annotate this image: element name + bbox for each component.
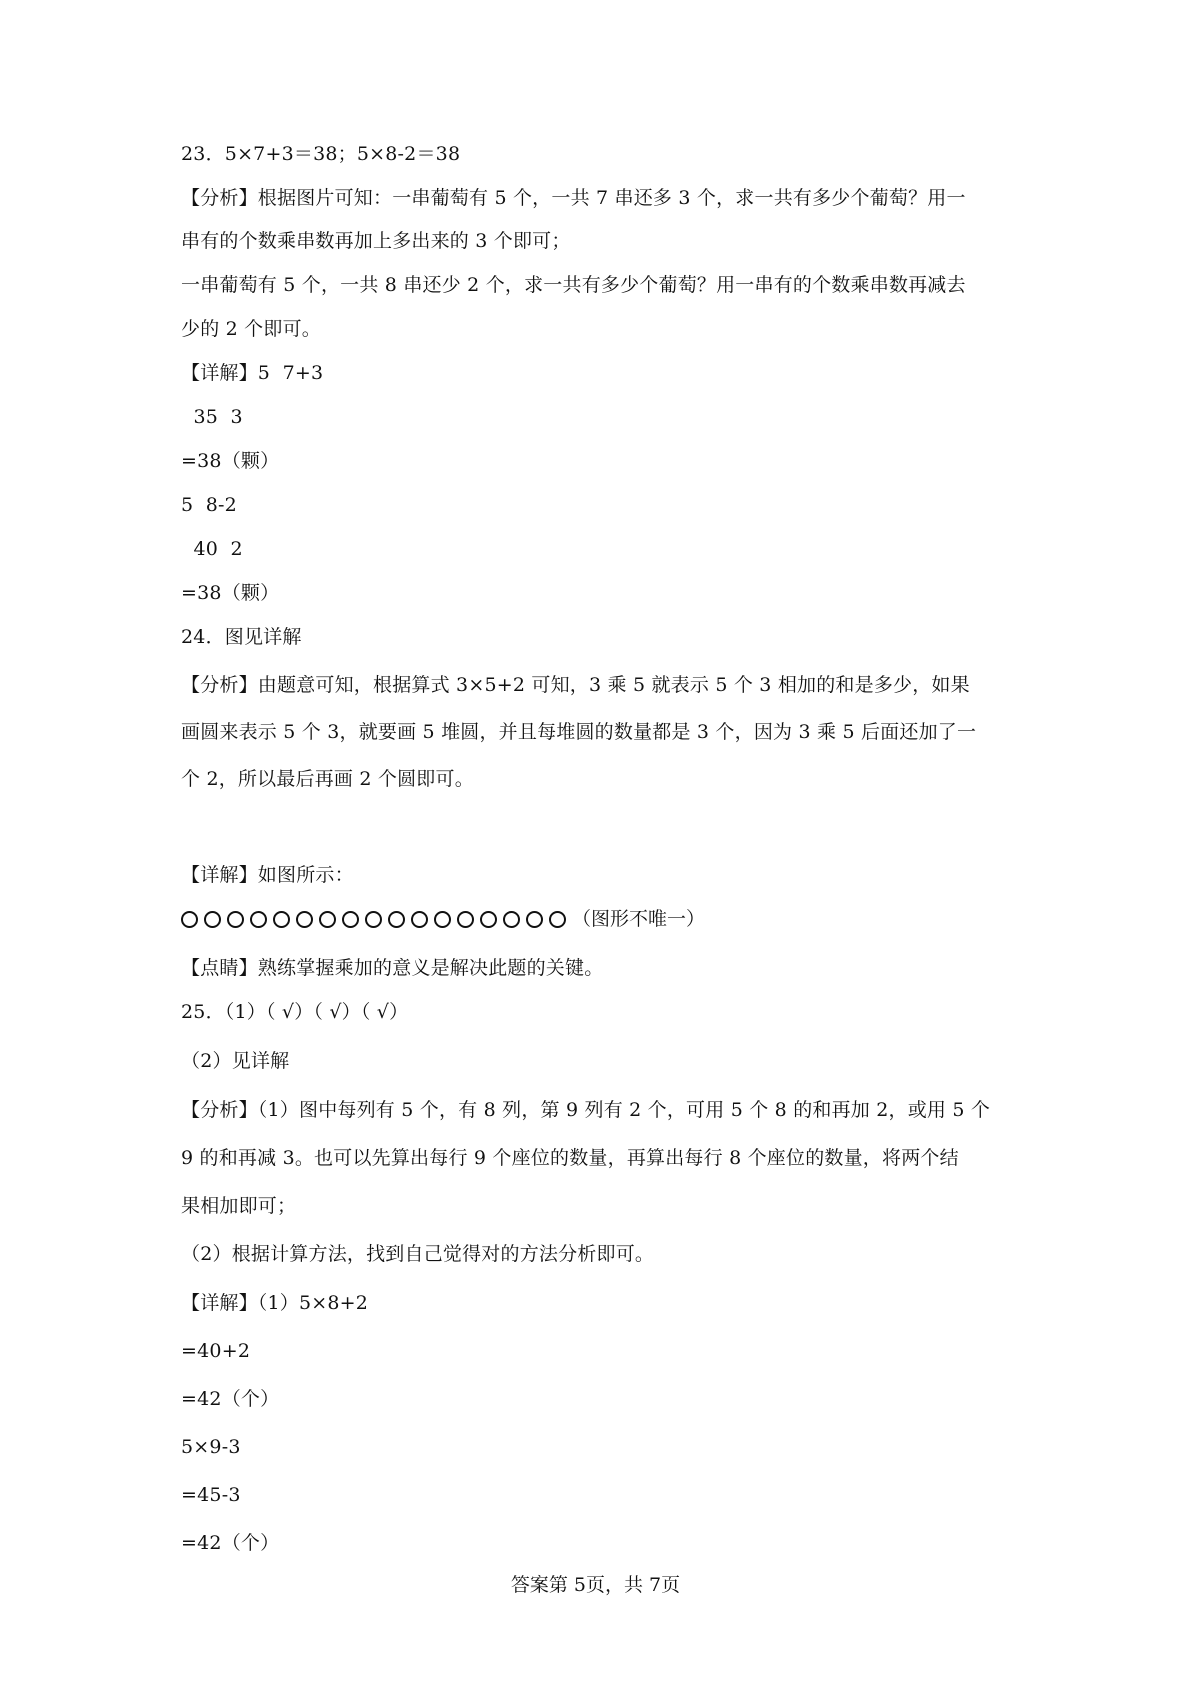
q25-detail-line-5: =45-3	[181, 1484, 241, 1506]
circle-mark	[319, 911, 336, 928]
q23-detail-line-4: 5 8-2	[181, 494, 237, 516]
q24-circle-figure	[181, 906, 705, 932]
circle-mark	[296, 911, 313, 928]
q24-detail-line-1: 【详解】如图所示：	[181, 864, 354, 886]
circle-mark	[250, 911, 267, 928]
q25-analysis-line-1: 【分析】（1）图中每列有 5 个，有 8 列，第 9 列有 2 个，可用 5 个 8 的和再加 2，或用 5 个	[181, 1099, 991, 1121]
q25-analysis-line-4: （2）根据计算方法，找到自己觉得对的方法分析即可。	[181, 1243, 655, 1265]
circle-mark	[434, 911, 451, 928]
circle-mark	[365, 911, 382, 928]
circle-mark	[457, 911, 474, 928]
q25-detail-line-1: 【详解】（1）5×8+2	[181, 1292, 369, 1314]
q23-detail-line-5: 40 2	[181, 538, 243, 560]
q23-detail-line-1: 【详解】5 7+3	[181, 362, 324, 384]
q25-answer-2: （2）见详解	[181, 1050, 290, 1072]
q23-answer: 23．5×7+3＝38；5×8-2＝38	[181, 143, 461, 165]
circle-mark	[227, 911, 244, 928]
q24-analysis-line-2: 画圆来表示 5 个 3，就要画 5 堆圆，并且每堆圆的数量都是 3 个，因为 3 乘 5 后面还加了一	[181, 721, 977, 743]
q23-analysis-line-2: 串有的个数乘串数再加上多出来的 3 个即可；	[181, 230, 571, 252]
circle-mark	[411, 911, 428, 928]
q23-analysis-line-4: 少的 2 个即可。	[181, 318, 321, 340]
q23-analysis-line-1: 【分析】根据图片可知：一串葡萄有 5 个，一共 7 串还多 3 个，求一共有多少个葡萄？用一	[181, 187, 966, 209]
q23-analysis-line-3: 一串葡萄有 5 个，一共 8 串还少 2 个，求一共有多少个葡萄？用一串有的个数乘串数再减去	[181, 274, 966, 296]
q25-analysis-line-2: 9 的和再减 3。也可以先算出每行 9 个座位的数量，再算出每行 8 个座位的数量，将两个结	[181, 1147, 959, 1169]
q24-analysis-line-1: 【分析】由题意可知，根据算式 3×5+2 可知，3 乘 5 就表示 5 个 3 相加的和是多少，如果	[181, 674, 970, 696]
q25-detail-line-4: 5×9-3	[181, 1436, 241, 1458]
q25-detail-line-6: =42（个）	[181, 1532, 280, 1554]
figure-note: （图形不唯一）	[572, 908, 706, 930]
circle-mark	[342, 911, 359, 928]
circle-mark	[181, 911, 198, 928]
circle-mark	[503, 911, 520, 928]
circle-mark	[273, 911, 290, 928]
circle-mark	[480, 911, 497, 928]
circle-mark	[526, 911, 543, 928]
page-footer: 答案第 5页，共 7页	[510, 1574, 681, 1596]
q23-detail-line-3: =38（颗）	[181, 450, 280, 472]
q25-detail-line-2: =40+2	[181, 1340, 251, 1362]
q23-detail-line-6: =38（颗）	[181, 582, 280, 604]
circle-mark	[549, 911, 566, 928]
q24-key-point: 【点睛】熟练掌握乘加的意义是解决此题的关键。	[181, 957, 604, 979]
q24-answer: 24．图见详解	[181, 626, 302, 648]
q25-answer-1: 25．（1）（ √）（ √）（ √）	[181, 1001, 409, 1023]
q25-analysis-line-3: 果相加即可；	[181, 1195, 297, 1217]
q23-detail-line-2: 35 3	[181, 406, 243, 428]
circle-mark	[388, 911, 405, 928]
q25-detail-line-3: =42（个）	[181, 1388, 280, 1410]
q24-analysis-line-3: 个 2，所以最后再画 2 个圆即可。	[181, 768, 474, 790]
circle-mark	[204, 911, 221, 928]
